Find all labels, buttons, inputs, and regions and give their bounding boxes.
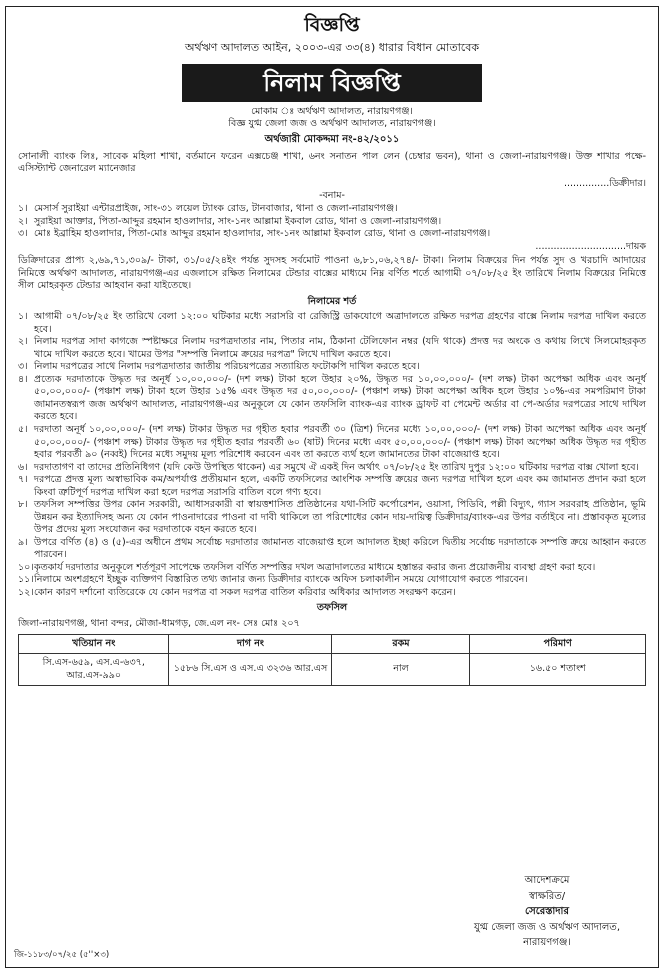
- intro-paragraph: ডিক্রিদারের প্রাপ্য ২,৬৯,৭১,৩০৯/- টাকা, ৩১/০৫/২৪ইং পর্যন্ত সুদসহ সর্বমোট পাওনা ৬,৮১,০৬,২৭৪/- টাকা। নিলাম বিক্রয়ের দিন পর্যন্ত সুদ ও খরচাদি আদায়ের নিমিত্তে অর্থঋণ আদালত, নারায়ণগঞ্জ-এর এজলাসে রক্ষিত নিলামের টেন্ডার বাক্সের মাধ্যমে নিম্ন বর্ণিত শর্তে আগামী ০৭/০৮/২৫ ইং তারিখে নিলাম বিক্রয়ের নিমিত্তে সীল মোহরকৃত টেন্ডার আহবান করা যাইতেছে।: [18, 255, 646, 292]
- table-header-row: [19, 634, 646, 654]
- notice-frame: [5, 6, 659, 968]
- list-item: ৩। নিলাম দরপত্রের সাথে নিলাম দরপত্রদাতার জাতীয় পরিচয়পত্রের সত্যায়িত ফটোকপি দাখিল করতে হবে।: [18, 361, 420, 373]
- list-item: ১০। কৃতকার্য দরদাতার অনুকূলে শর্তপূরণ সাপেক্ষে তফসিল বর্ণিত সম্পত্তির দখল অত্রাদালতের মাধ্যমে হস্তান্তর করার জন্য প্রয়োজনীয় ব্যবস্থা গ্রহণ করা হবে।: [18, 561, 596, 573]
- list-item: ৮। তফসিল সম্পত্তির উপর কোন সরকারী, আধাসরকারী বা স্বায়ত্তশাসিত প্রতিষ্ঠানের যথা-সিটি কর্পোরেশন, ওয়াসা, পিডিবি, পল্লী বিদ্যুৎ, গ্যাস সরবরাহ প্রতিষ্ঠান, ভূমি উন্নয়ন কর ইত্যাদিসহ অন্য যে কোন পাওনাদারের পাওনা বা দাবী থাকিলে তা পরিশোধের কোন দায়-দায়িত্ব ডিক্রীদার/ব্যাংক-এর উপর বর্তাইবে না। প্রস্তাবকৃত মূল্যের উপর প্রদেয় মূল্য সংযোজন কর দরদাতাকে বহন করতে হবে।: [18, 499, 646, 536]
- list-item: ৯। উপরে বর্ণিত (৪) ও (৫)-এর অধীনে প্রথম সর্বোচ্চ দরদাতার জামানত বাজেয়াপ্ত হলে আদালত ইচ্ছা করিলে দ্বিতীয় সর্বোচ্চ দরদাতাকে সম্পত্তি ক্রয়ে আহ্বান করতে পারবেন।: [18, 536, 646, 561]
- list-item: ১২। কোন কারণ দর্শানো ব্যতিরেকে যে কোন দরপত্র বা সকল দরপত্র বাতিল করিবার অধিকার আদালত সংরক্ষণ করেন।: [18, 586, 456, 598]
- col-header-type: রকম: [332, 634, 470, 654]
- notice-title: বিজ্ঞপ্তি: [304, 14, 360, 36]
- list-item: ৪। প্রত্যেক দরদাতাকে উদ্ধৃত দর অনূর্ধ ১০,০০,০০০/- (দশ লক্ষ) টাকা হলে উহার ২০%, উদ্ধৃত দর ১০,০০,০০০/- (দশ লক্ষ) টাকা অপেক্ষা অধিক এবং অনূর্ধ ৫০,০০,০০০/- (পঞ্চাশ লক্ষ) টাকা হলে উহার ১৫% এবং উদ্ধৃত দর ৫০,০০,০০০/- (পঞ্চাশ লক্ষ) টাকা অপেক্ষা অধিক হলে উহার ১০%-এর সমপরিমাণ টাকা জামানতস্বরূপ জজ অর্থঋণ আদালত, নারায়ণগঞ্জ-এর অনুকূলে যে কোন তফসিলি ব্যাংক-এর ব্যাংক ড্রাফট বা পেমেন্ট অর্ডার বা পে-অর্ডার দরপত্রের সাথে দাখিল করতে হবে।: [18, 373, 646, 423]
- list-item: ৫। দরদাতা অনূর্ধ ১০,০০,০০০/- (দশ লক্ষ) টাকার উদ্ধৃত দর গৃহীত হবার পরবর্তী ৩০ (ত্রিশ) দিনের মধ্যে ১০,০০,০০০/- (দশ লক্ষ) টাকা অপেক্ষা অধিক এবং অনূর্ধ ৫০,০০,০০০/- (পঞ্চাশ লক্ষ) টাকার উদ্ধৃত দর গৃহীত হবার পরবর্তী ৬০ (ষাট) দিনের মধ্যে এবং ৫০,০০,০০০/- (পঞ্চাশ লক্ষ) টাকা অপেক্ষা অধিক উদ্ধৃত দর গৃহীত হবার পরবর্তী ৯০ (নব্বই) দিনের মধ্যে সমুদয় মূল্য পরিশোধ করবেন এবং তা করতে ব্যর্থ হলে জামানতের টাকা বাজেয়াপ্ত হবে।: [18, 424, 646, 461]
- table-row: [19, 654, 646, 686]
- cell-amount: ১৬.৫০ শতাংশ: [470, 654, 646, 686]
- col-header-dag: দাগ নং: [169, 634, 332, 654]
- list-item: ২। নিলাম দরপত্র সাদা কাগজে স্পষ্টাক্ষরে নিলাম দরপত্রদাতার নাম, পিতার নাম, ঠিকানা টেলিফোন নম্বর (যদি থাকে) প্রদত্ত দর অংকে ও কথায় লিখে সিলমোহরকৃত খামে দাখিল করতে হবে। খামের উপর "সম্পত্তি নিলামে ক্রয়ের দরপত্র" লিখে দাখিল করতে হবে।: [18, 336, 646, 360]
- court-address-1: মোকাম ঃ অর্থঋণ আদালত, নারায়ণগঞ্জ।: [251, 105, 413, 117]
- signature-line-5: নারায়ণগঞ্জ।: [523, 937, 571, 948]
- cell-dag: ১৫৮৬ সি.এস ও এস.এ ৩২৩৬ আর.এস: [169, 654, 332, 686]
- conditions-title: নিলামের শর্ত: [307, 295, 357, 307]
- signature-line-3: সেরেস্তাদার: [525, 906, 569, 917]
- defendant-list: [18, 203, 646, 241]
- schedule-title: তফসিল: [316, 602, 348, 614]
- col-header-amount: পরিমাণ: [470, 634, 646, 654]
- list-item: ৭। দরপত্রে প্রদত্ত মূল্য অস্বাভাবিক কম/অপর্যাপ্ত প্রতীয়মান হলে, একটি তফসিলের আংশিক সম্পত্তি ক্রয়ের জন্য দরপত্র দাখিল হলে এবং কম জামানত প্রদান করা হলে কিংবা ত্রুটিপূর্ণ দরপত্র দাখিল করা হলে দরপত্র সরাসরি বাতিল বলে গণ্য হবে।: [18, 474, 646, 498]
- list-item: ১। আগামী ০৭/০৮/২৫ ইং তারিখে বেলা ১২:০০ ঘটিকার মধ্যে সরাসরি বা রেজিস্ট্রি ডাকযোগে অত্রাদালতে রক্ষিত দরপত্র গ্রহণের বাক্সে নিলাম দরপত্র দাখিল করতে হবে।: [18, 311, 646, 335]
- plaintiff-label: ...............ডিক্রীদার।: [563, 177, 646, 189]
- list-item: ১১। নিলামে অংশগ্রহণে ইচ্ছুক ব্যক্তিগণ বিস্তারিত তথ্য জানার জন্য ডিক্রীদার ব্যাংকে অফিস চলাকালীন সময়ে যোগাযোগ করতে পারবেন।: [18, 574, 528, 586]
- conditions-list: [18, 311, 646, 599]
- signature-line-1: আদেশক্রমে: [524, 875, 570, 886]
- auction-banner: নিলাম বিজ্ঞপ্তি: [182, 64, 482, 102]
- signature-line-2: স্বাক্ষরিত/: [528, 890, 566, 902]
- list-item: ৩। মোঃ ইব্রাহিম হাওলাদার, পিতা-মোঃ আব্দুর রহমান হাওলাদার, সাং-১নং আল্লামা ইকবাল রোড, থানা ও জেলা-নারায়ণগঞ্জ।: [18, 228, 491, 240]
- case-number: অর্থজারী মোকদ্দমা নং-৪২/২০১১: [264, 133, 400, 145]
- defendant-label: ..............................দায়ক: [535, 240, 646, 252]
- schedule-location: জিলা-নারায়ণগঞ্জ, থানা বন্দর, মৌজা-ধামগড়, জে.এল নং- সেঃ মোঃ ২০৭: [18, 617, 300, 629]
- col-header-khatian: খতিয়ান নং: [19, 634, 169, 654]
- cell-type: নাল: [332, 654, 470, 686]
- signature-line-4: যুগ্ম জেলা জজ ও অর্থঋণ আদালত,: [474, 921, 620, 933]
- plaintiff-text: সোনালী ব্যাংক লিঃ, সাবেক মহিলা শাখা, বর্তমানে ফরেন এক্সচেঞ্জ শাখা, ৬নং সনাতন পাল লেন (চেম্বার ভবন), থানা ও জেলা-নারায়ণগঞ্জ। উক্ত শাখার পক্ষে- এসিস্ট্যান্ট জেনারেল ম্যানেজার: [18, 150, 646, 175]
- footer-code: জি-১১৮৩/০৭/২৫ (৫''×৩): [14, 949, 110, 960]
- cell-khatian: সি.এস-৬৫৯, এস.এ-৬৩৭, আর.এস-৯৯০: [19, 654, 169, 686]
- notice-body: [6, 151, 658, 686]
- versus-label: -বনাম-: [319, 190, 345, 202]
- list-item: ২। সুরাইয়া আক্তার, পিতা-আব্দুর রহমান হাওলাদার, সাং-১নং আল্লামা ইকবাল রোড, থানা ও জেলা-নারায়ণগঞ্জ।: [18, 215, 442, 227]
- signature-block: [474, 873, 620, 951]
- list-item: ৬। দরদাতাগণ বা তাদের প্রতিনিধিগণ (যদি কেউ উপস্থিত থাকেন) এর সমুখে ঐ একই দিন অর্থাৎ ০৭/০৮/২৫ ইং তারিখ দুপুর ১২:০০ ঘটিকায় দরপত্র বাক্স খোলা হবে।: [18, 461, 639, 473]
- list-item: ১। মেসার্স সুরাইয়া এন্টারপ্রাইজ, সাং-৩১ লয়েল ট্যাংক রোড, টানবাজার, থানা ও জেলা-নারায়ণগঞ্জ।: [18, 202, 398, 214]
- schedule-table: [18, 634, 646, 687]
- court-address-2: বিজ্ঞ যুগ্ম জেলা জজ ও অর্থঋণ আদালত, নারায়ণগঞ্জ।: [228, 118, 436, 130]
- notice-subtitle: অর্থঋণ আদালত আইন, ২০০৩-এর ৩৩(৪) ধারার বিধান মোতাবেক: [184, 41, 480, 55]
